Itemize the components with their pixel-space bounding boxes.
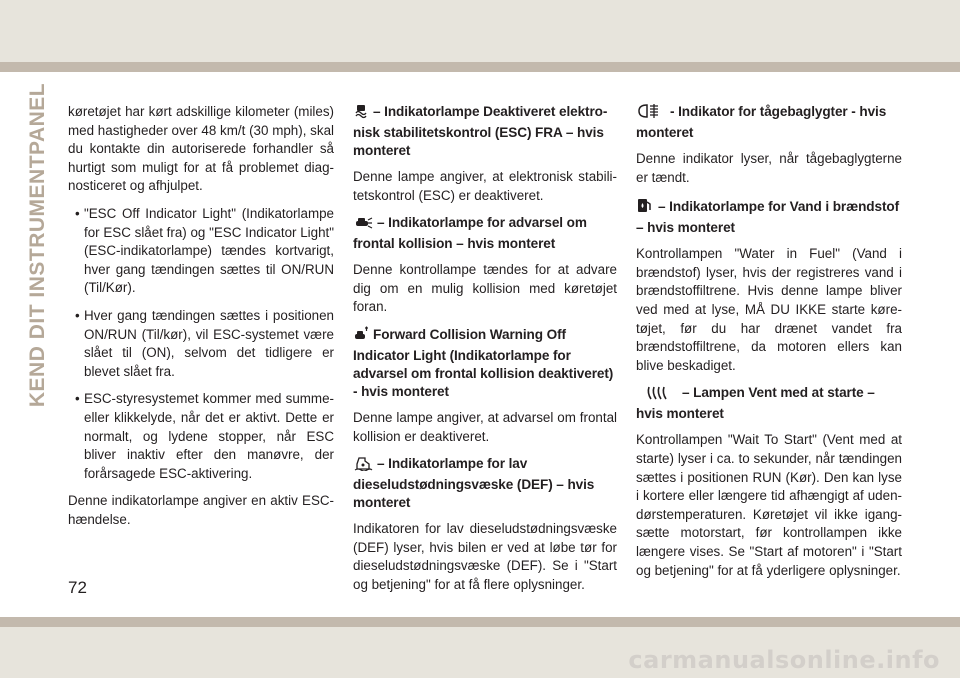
section-heading [636, 196, 902, 237]
wait-to-start-icon [646, 386, 670, 405]
bullet-text: ESC-styresystemet kommer med summe- eller klikkelyde, når det er aktivt. Dette er normalt, og lydene stopper, når ESC bliver inaktiv efter den manøvre, der forårsagede ESC-aktivering. [84, 391, 334, 481]
heading-text: - Indikator for tågebaglygter - hvis monteret [636, 104, 887, 140]
column-3 [636, 103, 902, 589]
esc-off-icon [353, 103, 369, 124]
water-in-fuel-icon [636, 196, 654, 219]
heading-text: – Indikatorlampe for Vand i brændstof – hvis monteret [636, 199, 900, 236]
section-title: KEND DIT INSTRUMENTPANEL [26, 82, 49, 408]
column-2 [353, 103, 617, 604]
paragraph: Indikatoren for lav dieseludstødningsvæske (DEF) lyser, hvis bilen er ved at løbe tør for dieseludstødningsvæske (DEF). Se i "Start og betjening" for at få flere oplysninger. [353, 521, 617, 592]
bullet-item: • "ESC Off Indicator Light" (Indikatorlampe for ESC slået fra) og "ESC Indicator Light" (ESC-indikatorlampe) tændes kortvarigt, hver gang tændingen sættes til ON/RUN (Til/Kør). [75, 205, 334, 296]
page-number: 72 [68, 578, 87, 597]
bullet-item: • ESC-styresystemet kommer med summe- eller klikkelyde, når det er aktivt. Dette er normalt, og lydene stopper, når ESC bliver inaktiv efter den manøvre, der forårsagede ESC-aktivering. [75, 391, 334, 481]
rear-fog-icon [636, 103, 666, 124]
header-band [0, 0, 960, 62]
paragraph: køretøjet har kørt adskillige kilometer (miles) med hastigheder over 48 km/t (30 mph), skal du kontakte din autoriserede forhandler så hurtigt som muligt for at få problemet diagnosticeret og afhjulpet. [68, 104, 334, 194]
bullet-text: Hver gang tændingen sættes i positionen ON/RUN (Til/kør), vil ESC-systemet være slået til (ON), selvom det tidligere er blevet slået fra. [84, 307, 334, 379]
forward-collision-off-icon [353, 326, 369, 347]
watermark: carmanualsonline.info [628, 646, 940, 674]
section-heading [353, 455, 617, 512]
paragraph: Denne lampe angiver, at elektronisk stabilitetskontrol (ESC) er deaktiveret. [353, 169, 617, 203]
bullet-item: • Hver gang tændingen sættes i positionen ON/RUN (Til/kør), vil ESC-systemet være slået til (ON), selvom det tidligere er blevet slået fra. [75, 307, 334, 379]
section-heading [636, 384, 902, 423]
header-rule [0, 62, 960, 72]
section-heading [353, 103, 617, 160]
sidebar [20, 82, 56, 408]
section-heading [353, 214, 617, 253]
heading-text: – Indikatorlampe for advarsel om frontal kollision – hvis monteret [353, 215, 587, 252]
def-fluid-icon [353, 455, 373, 476]
paragraph: Denne indikator lyser, når tågebaglygterne er tændt. [636, 151, 902, 185]
paragraph: Kontrollampen "Wait To Start" (Vent med at starte) lyser i ca. to sekunder, når tændingen sættes i positionen RUN (Kør). Den kan lyse i kortere eller længere tid afhængigt af udendørstemperaturen. Køretøjet vil ikke igangsætte motorstart, før kontrollampen ikke længere vises. Se "Start af motoren" i "Start og betjening" for at få yderligere oplysninger. [636, 432, 902, 578]
heading-text: – Indikatorlampe for lav dieseludstødningsvæske (DEF) – hvis monteret [353, 456, 595, 511]
paragraph: Kontrollampen "Water in Fuel" (Vand i brændstof) lyser, hvis der registreres vand i brændstoffiltrene. Hvis denne lampe bliver ved med at lyse, MÅ DU IKKE starte køretøjet, før du har drænet vandet fra brændstoffiltrene, da motoren ellers kan blive beskadiget. [636, 246, 902, 373]
paragraph: Denne kontrollampe tændes for at advare dig om en mulig kollision med køretøjet foran. [353, 262, 617, 315]
heading-text: – Lampen Vent med at starte – hvis monteret [636, 385, 875, 422]
heading-text: Forward Collision Warning Off Indicator Light (Indikatorlampe for advarsel om frontal kollision deaktiveret) - hvis monteret [353, 326, 614, 399]
column-1 [68, 103, 334, 538]
paragraph: Denne indikatorlampe angiver en aktiv ESC-hændelse. [68, 493, 334, 527]
heading-text: – Indikatorlampe Deaktiveret elektronisk stabilitetskontrol (ESC) FRA – hvis monteret [353, 104, 608, 158]
section-heading [636, 103, 902, 142]
forward-collision-icon [353, 214, 373, 235]
section-heading [353, 326, 617, 401]
footer-rule [0, 617, 960, 627]
paragraph: Denne lampe angiver, at advarsel om frontal kollision er deaktiveret. [353, 409, 617, 444]
bullet-text: "ESC Off Indicator Light" (Indikatorlampe for ESC slået fra) og "ESC Indicator Light" (ESC-indikatorlampe) tændes kortvarigt, hver gang tændingen sættes til ON/RUN (Til/Kør). [84, 205, 334, 296]
